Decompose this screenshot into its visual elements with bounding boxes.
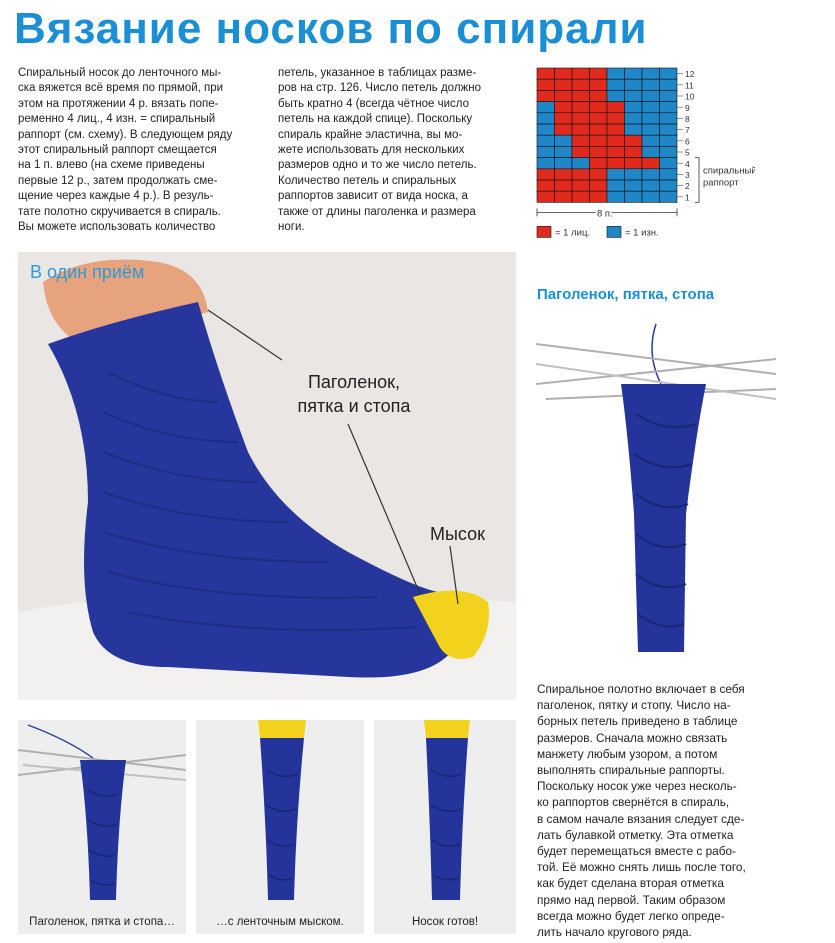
legend-knit-label: = 1 лиц. bbox=[555, 227, 591, 239]
knit-stitch-cell bbox=[537, 79, 555, 90]
knit-stitch-cell bbox=[607, 124, 625, 135]
knit-stitch-cell bbox=[572, 135, 590, 146]
knitting-chart-svg bbox=[535, 64, 755, 242]
knit-stitch-cell bbox=[590, 90, 608, 101]
text-line: выполнять спиральные раппорты. bbox=[537, 763, 725, 778]
thumb-caption: Носок готов! bbox=[411, 916, 479, 928]
purl-stitch-cell bbox=[607, 191, 625, 202]
knit-stitch-cell bbox=[607, 102, 625, 113]
text-line: Вы можете использовать количество bbox=[18, 221, 216, 234]
knit-stitch-cell bbox=[572, 191, 590, 202]
purl-stitch-cell bbox=[537, 124, 555, 135]
text-line: как будет сделана вторая отметка bbox=[537, 876, 724, 891]
text-line: раппорт (см. схему). В следующем ряду bbox=[18, 128, 233, 141]
knit-stitch-cell bbox=[590, 135, 608, 146]
row-number-label: 9 bbox=[685, 102, 690, 113]
knitting-in-progress-photo bbox=[536, 314, 776, 664]
purl-stitch-cell bbox=[660, 191, 678, 202]
row-number-label: 3 bbox=[685, 170, 690, 180]
row-number-label: 7 bbox=[685, 125, 690, 136]
text-line: Спиральное полотно включает в себя bbox=[537, 682, 745, 696]
purl-stitch-cell bbox=[607, 180, 625, 191]
thumb-caption: …с ленточным мыском. bbox=[216, 916, 344, 928]
text-line: той. Её можно снять лишь после того, bbox=[537, 860, 746, 875]
knit-stitch-cell bbox=[572, 169, 590, 180]
legend-purl-swatch bbox=[607, 226, 621, 237]
text-line: жете использовать для нескольких bbox=[278, 144, 465, 157]
purl-stitch-cell bbox=[642, 146, 660, 157]
knit-stitch-cell bbox=[590, 169, 608, 180]
knit-stitch-cell bbox=[642, 158, 660, 169]
purl-stitch-cell bbox=[537, 102, 555, 113]
purl-stitch-cell bbox=[642, 79, 660, 90]
purl-stitch-cell bbox=[642, 135, 660, 146]
purl-stitch-cell bbox=[537, 135, 555, 146]
knit-stitch-cell bbox=[537, 180, 555, 191]
purl-stitch-cell bbox=[660, 124, 678, 135]
text-line: всегда можно будет легко опреде- bbox=[537, 908, 725, 923]
knit-stitch-cell bbox=[625, 158, 643, 169]
row-number-label: 4 bbox=[685, 158, 690, 169]
knit-stitch-cell bbox=[572, 90, 590, 101]
knit-stitch-cell bbox=[555, 180, 573, 191]
thumb-photo-2 bbox=[196, 720, 364, 934]
needles-tube-illustration bbox=[536, 314, 776, 664]
purl-stitch-cell bbox=[660, 79, 678, 90]
text-line: размеров одно и то же число петель. bbox=[278, 159, 477, 172]
rapport-label: раппорт bbox=[703, 177, 739, 189]
purl-stitch-cell bbox=[625, 169, 643, 180]
text-line: ременно 4 лиц., 4 изн. = спиральный bbox=[18, 113, 216, 126]
text-line: ноги. bbox=[278, 221, 305, 234]
purl-stitch-cell bbox=[555, 135, 573, 146]
purl-stitch-cell bbox=[660, 146, 678, 157]
intro-text-column-1 bbox=[18, 66, 260, 235]
knit-stitch-cell bbox=[590, 113, 608, 124]
purl-stitch-cell bbox=[572, 158, 590, 169]
purl-stitch-cell bbox=[660, 180, 678, 191]
text-line: этом на протяжении 4 р. вязать попе- bbox=[18, 97, 219, 110]
purl-stitch-cell bbox=[607, 169, 625, 180]
text-line: этот спиральный раппорт смещается bbox=[18, 144, 217, 157]
purl-stitch-cell bbox=[642, 169, 660, 180]
purl-stitch-cell bbox=[625, 180, 643, 191]
purl-stitch-cell bbox=[642, 191, 660, 202]
knit-stitch-cell bbox=[555, 102, 573, 113]
text-line: Поскольку носок уже через несколь- bbox=[537, 779, 737, 794]
row-number-label: 11 bbox=[685, 80, 694, 91]
knit-stitch-cell bbox=[572, 79, 590, 90]
purl-stitch-cell bbox=[607, 90, 625, 101]
text-line: борных петель приведено в таблице bbox=[537, 714, 738, 729]
knit-stitch-cell bbox=[590, 124, 608, 135]
text-line: Количество петель и спиральных bbox=[278, 174, 457, 187]
thumb-photo-1 bbox=[18, 720, 186, 934]
knit-stitch-cell bbox=[572, 124, 590, 135]
text-line: щение через каждые 4 р.). В резуль- bbox=[18, 190, 214, 203]
text-line: тате полотно скручивается в спираль. bbox=[18, 205, 221, 218]
knit-stitch-cell bbox=[590, 146, 608, 157]
intro-text-column-2 bbox=[278, 66, 518, 235]
purl-stitch-cell bbox=[537, 146, 555, 157]
knit-stitch-cell bbox=[625, 146, 643, 157]
text-line: будет перемещаться вместе с рабо- bbox=[537, 844, 736, 859]
knit-stitch-cell bbox=[555, 90, 573, 101]
row-number-label: 5 bbox=[685, 147, 690, 158]
knit-stitch-cell bbox=[607, 146, 625, 157]
text-line: лить начало кругового ряда. bbox=[537, 925, 692, 940]
text-line: размеров. Сначала можно связать bbox=[537, 730, 728, 745]
purl-stitch-cell bbox=[660, 113, 678, 124]
purl-stitch-cell bbox=[642, 68, 660, 79]
knit-stitch-cell bbox=[590, 158, 608, 169]
row-number-label: 2 bbox=[685, 181, 690, 192]
knit-stitch-cell bbox=[590, 79, 608, 90]
page-title: Вязание носков по спирали bbox=[14, 4, 648, 53]
purl-stitch-cell bbox=[555, 146, 573, 157]
text-line: ко раппортов свернётся в спираль, bbox=[537, 795, 730, 810]
knit-stitch-cell bbox=[555, 124, 573, 135]
purl-stitch-cell bbox=[642, 90, 660, 101]
row-number-label: 8 bbox=[685, 114, 690, 124]
knit-stitch-cell bbox=[555, 79, 573, 90]
purl-stitch-cell bbox=[660, 158, 678, 169]
knit-stitch-cell bbox=[607, 135, 625, 146]
purl-stitch-cell bbox=[625, 79, 643, 90]
text-line: ска вяжется всё время по прямой, при bbox=[18, 82, 224, 95]
purl-stitch-cell bbox=[642, 102, 660, 113]
row-number-label: 10 bbox=[685, 91, 695, 102]
knit-stitch-cell bbox=[625, 135, 643, 146]
purl-stitch-cell bbox=[660, 102, 678, 113]
text-line: Спиральный носок до ленточного мы- bbox=[18, 67, 222, 79]
main-sock-photo bbox=[18, 252, 516, 700]
legend-purl-label: = 1 изн. bbox=[625, 227, 659, 239]
rapport-label: спиральный bbox=[703, 165, 755, 177]
knitting-chart bbox=[535, 64, 755, 242]
body-text-column-3 bbox=[537, 681, 777, 940]
purl-stitch-cell bbox=[642, 180, 660, 191]
purl-stitch-cell bbox=[660, 169, 678, 180]
knit-stitch-cell bbox=[555, 191, 573, 202]
knit-stitch-cell bbox=[572, 113, 590, 124]
sock-illustration bbox=[18, 252, 516, 700]
knit-stitch-cell bbox=[572, 180, 590, 191]
text-line: паголенок, пятку и стопу. Число на- bbox=[537, 698, 731, 713]
section-heading: Паголенок, пятка, стопа bbox=[537, 286, 715, 303]
text-line: прямо над первой. Таким образом bbox=[537, 892, 726, 907]
purl-stitch-cell bbox=[660, 90, 678, 101]
label-line: Паголенок, bbox=[307, 372, 401, 392]
label-line: пятка и стопа bbox=[297, 396, 411, 416]
text-line: петель на каждой спице). Поскольку bbox=[278, 113, 473, 126]
knit-stitch-cell bbox=[537, 68, 555, 79]
knit-stitch-cell bbox=[572, 102, 590, 113]
label-toe: Мысок bbox=[430, 524, 486, 544]
text-line: спираль крайне эластична, вы мо- bbox=[278, 128, 463, 141]
label-leg-heel-foot bbox=[274, 370, 434, 418]
row-number-label: 12 bbox=[685, 69, 695, 80]
knit-stitch-cell bbox=[590, 68, 608, 79]
knit-stitch-cell bbox=[572, 146, 590, 157]
knit-stitch-cell bbox=[590, 191, 608, 202]
purl-stitch-cell bbox=[660, 68, 678, 79]
text-line: лать булавкой отметку. Эта отметка bbox=[537, 827, 734, 842]
rapport-bracket bbox=[695, 158, 699, 203]
purl-stitch-cell bbox=[625, 124, 643, 135]
knit-stitch-cell bbox=[590, 180, 608, 191]
text-line: манжету любым узором, а потом bbox=[537, 746, 718, 761]
text-line: первые 12 р., затем продолжать сме- bbox=[18, 174, 218, 187]
purl-stitch-cell bbox=[537, 158, 555, 169]
thumb-caption: Паголенок, пятка и стопа… bbox=[29, 916, 175, 928]
purl-stitch-cell bbox=[660, 135, 678, 146]
purl-stitch-cell bbox=[642, 113, 660, 124]
row-number-label: 6 bbox=[685, 136, 690, 147]
knit-stitch-cell bbox=[555, 68, 573, 79]
purl-stitch-cell bbox=[625, 68, 643, 79]
text-line: на 1 п. влево (на схеме приведены bbox=[18, 159, 205, 172]
knit-stitch-cell bbox=[555, 113, 573, 124]
knit-stitch-cell bbox=[572, 68, 590, 79]
purl-stitch-cell bbox=[642, 124, 660, 135]
knit-stitch-cell bbox=[537, 90, 555, 101]
row-number-label: 1 bbox=[685, 192, 690, 203]
purl-stitch-cell bbox=[607, 68, 625, 79]
purl-stitch-cell bbox=[625, 102, 643, 113]
knit-stitch-cell bbox=[537, 191, 555, 202]
purl-stitch-cell bbox=[555, 158, 573, 169]
purl-stitch-cell bbox=[607, 79, 625, 90]
knit-stitch-cell bbox=[537, 169, 555, 180]
thumb-photo-3 bbox=[374, 720, 516, 934]
knit-stitch-cell bbox=[607, 158, 625, 169]
text-line: петель, указанное в таблицах разме- bbox=[278, 67, 477, 79]
text-line: также от длины паголенка и размера bbox=[278, 205, 476, 218]
knit-stitch-cell bbox=[555, 169, 573, 180]
legend-knit-swatch bbox=[537, 226, 551, 237]
photo-caption: В один приём bbox=[30, 262, 145, 282]
knit-stitch-cell bbox=[590, 102, 608, 113]
purl-stitch-cell bbox=[625, 90, 643, 101]
text-line: быть кратно 4 (всегда чётное число bbox=[278, 97, 470, 110]
text-line: раппортов зависит от вида носка, а bbox=[278, 190, 468, 203]
knit-stitch-cell bbox=[607, 113, 625, 124]
text-line: в самом начале вязания следует сде- bbox=[537, 811, 745, 826]
purl-stitch-cell bbox=[537, 113, 555, 124]
purl-stitch-cell bbox=[625, 191, 643, 202]
text-line: ров на стр. 126. Число петель должно bbox=[278, 82, 481, 95]
width-label: 8 п. bbox=[597, 208, 613, 220]
purl-stitch-cell bbox=[625, 113, 643, 124]
